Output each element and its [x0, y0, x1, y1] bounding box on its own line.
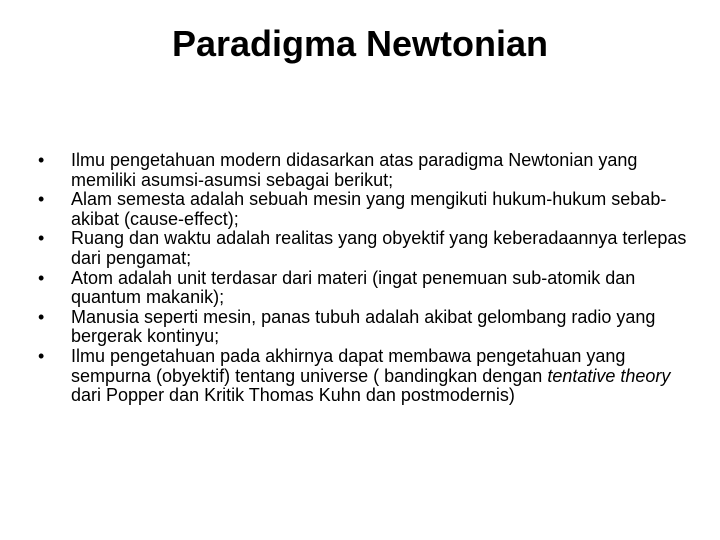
bullet-icon: •	[38, 150, 45, 170]
bullet-icon: •	[38, 306, 45, 327]
list-item	[38, 151, 698, 190]
bullet-text-after: dari Popper dan Kritik Thomas Kuhn dan postmodernis)	[71, 385, 515, 406]
bullet-list	[38, 151, 698, 406]
bullet-text-before: Ilmu pengetahuan pada akhirnya dapat membawa pengetahuan yang sempurna (obyektif) tentang universe ( bandingkan dengan	[71, 345, 626, 386]
bullet-icon: •	[38, 189, 45, 210]
emphasis-text: tentative theory	[547, 365, 671, 386]
list-item	[38, 347, 698, 406]
slide-title: Paradigma Newtonian	[171, 23, 549, 64]
bullet-icon: •	[38, 228, 45, 249]
bullet-text: Ilmu pengetahuan modern didasarkan atas paradigma Newtonian yang memiliki asumsi-asumsi sebagai berikut;	[71, 150, 638, 190]
bullet-text: Manusia seperti mesin, panas tubuh adalah akibat gelombang radio yang bergerak kontinyu;	[71, 306, 656, 347]
list-item	[38, 190, 698, 229]
list-item	[38, 229, 698, 268]
bullet-text: Ruang dan waktu adalah realitas yang obyektif yang keberadaannya terlepas dari pengamat;	[71, 228, 687, 268]
bullet-text: Alam semesta adalah sebuah mesin yang mengikuti hukum-hukum sebab-akibat (cause-effect);	[71, 189, 667, 229]
bullet-text	[71, 346, 670, 405]
bullet-icon: •	[38, 267, 45, 288]
bullet-icon: •	[38, 345, 45, 366]
list-item	[38, 269, 698, 308]
bullet-text: Atom adalah unit terdasar dari materi (ingat penemuan sub-atomik dan quantum makanik);	[71, 267, 636, 308]
list-item	[38, 308, 698, 347]
